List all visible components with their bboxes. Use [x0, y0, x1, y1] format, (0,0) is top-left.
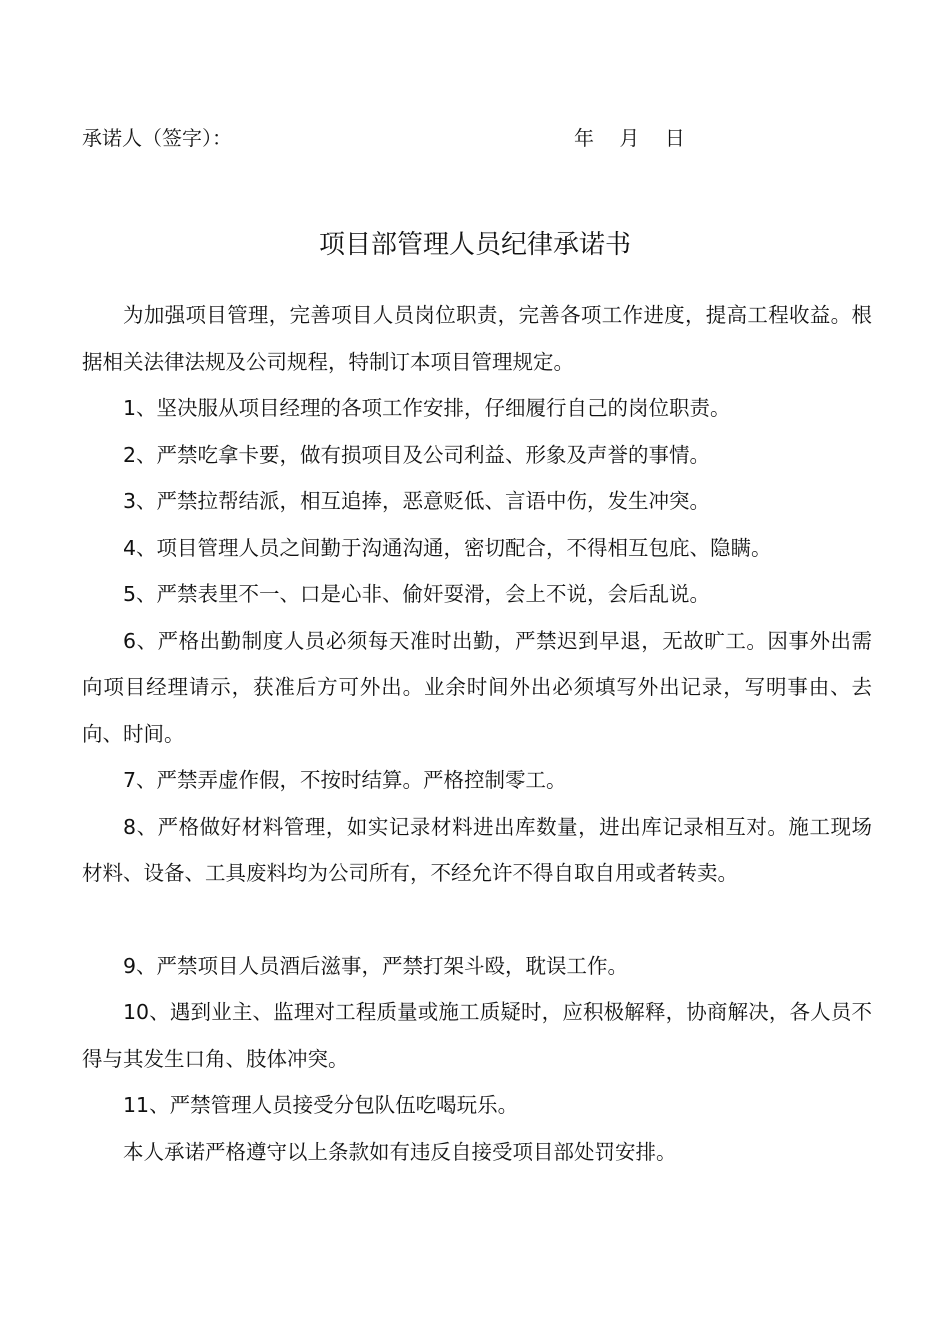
rule-item-4: 4、项目管理人员之间勤于沟通沟通，密切配合，不得相互包庇、隐瞒。	[123, 535, 772, 560]
rule-item-2: 2、严禁吃拿卡要，做有损项目及公司利益、形象及声誉的事情。	[123, 442, 711, 467]
closing-statement: 本人承诺严格遵守以上条款如有违反自接受项目部处罚安排。	[123, 1139, 677, 1164]
signature-line	[82, 122, 882, 154]
document-body	[82, 292, 872, 1175]
intro-paragraph: 为加强项目管理，完善项目人员岗位职责，完善各项工作进度，提高工程收益。根据相关法律法规及公司规程，特制订本项目管理规定。	[82, 303, 872, 374]
rule-item-1: 1、坚决服从项目经理的各项工作安排，仔细履行自己的岗位职责。	[123, 396, 731, 420]
document-title: 项目部管理人员纪律承诺书	[318, 230, 631, 260]
rule-item-3: 3、严禁拉帮结派，相互追捧，恶意贬低、言语中伤，发生冲突。	[123, 489, 711, 513]
date-field: 年 月 日	[574, 126, 685, 150]
rule-item-10: 10、遇到业主、监理对工程质量或施工质疑时，应积极解释，协商解决，各人员不得与其发生口角、肢体冲突。	[82, 1000, 872, 1071]
rule-item-7: 7、严禁弄虚作假，不按时结算。严格控制零工。	[123, 768, 567, 792]
rule-item-8: 8、严格做好材料管理，如实记录材料进出库数量，进出库记录相互对。施工现场材料、设备、工具废料均为公司所有，不经允许不得自取自用或者转卖。	[82, 814, 872, 885]
rule-item-11: 11、严禁管理人员接受分包队伍吃喝玩乐。	[123, 1093, 519, 1117]
signature-label: 承诺人（签字）：	[82, 126, 232, 150]
rule-item-9: 9、严禁项目人员酒后滋事，严禁打架斗殴，耽误工作。	[123, 953, 629, 978]
rule-item-5: 5、严禁表里不一、口是心非、偷奸耍滑，会上不说，会后乱说。	[123, 582, 711, 606]
rule-item-6: 6、严格出勤制度人员必须每天准时出勤，严禁迟到早退，无故旷工。因事外出需向项目经理请示，获准后方可外出。业余时间外出必须填写外出记录，写明事由、去向、时间。	[82, 628, 872, 746]
